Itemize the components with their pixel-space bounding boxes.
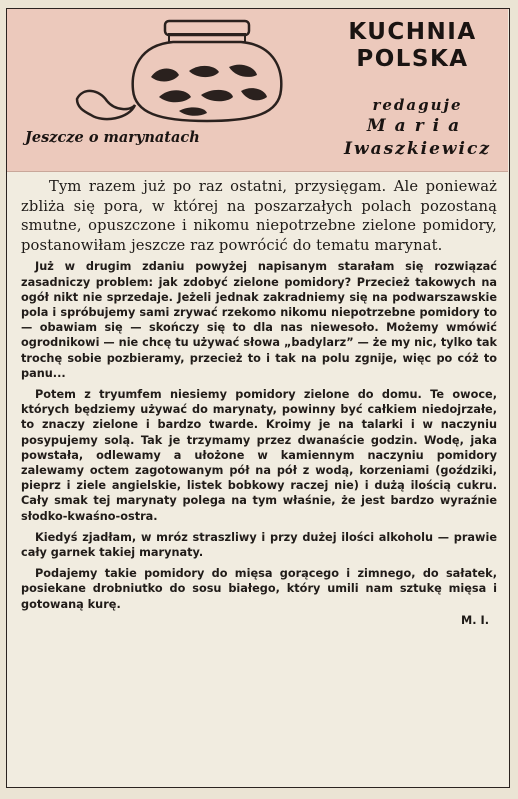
article-paragraph: Już w drugim zdaniu powyżej napisanym starałam się rozwiązać zasadniczy problem: jak zdobyć zielone pomidory? Przecież takowych na ogół nikt nie sprzedaje. Jeżeli jednak zakradniemy się na podwarszawskie pola i spróbujemy sami zrywać rzekomo nikomu niepotrzebne pomidory to — obawiam się — skończy się to dla nas niewesoło. Możemy wmówić ogrodnikowi — nie chcę tu używać słowa „badylarz” — że my nic, tylko tak trochę sobie pozbieramy, przecież to i tak na polu zgnije, więc po cóż to panu... [21, 260, 497, 380]
byline-last-name: Iwaszkiewicz [344, 139, 491, 159]
column-title-line1: KUCHNIA [348, 19, 477, 45]
article-paragraph: Potem z tryumfem niesiemy pomidory zielone do domu. Te owoce, których będziemy używać do marynaty, powinny być całkiem niedojrzałe, to znaczy zielone i bardzo twarde. Kroimy je na talarki i w naczyniu posypujemy solą. Tak je trzymamy przez dwanaście godzin. Wodę, jaka powstała, odlewamy a ułożone w kamiennym naczyniu pomidory zalewamy octem zagotowanym pół na pół z wodą, korzeniami (goździki, pieprz i ziele angielskie, listek bobkowy raczej nie) i dużą ilością cukru. Cały smak tej marynaty polega na tym właśnie, że jest bardzo wyraźnie słodko-kwaśno-ostra. [21, 388, 497, 523]
byline-first-name: Maria [366, 116, 469, 136]
article-paragraph: Podajemy takie pomidory do mięsa gorącego i zimnego, do sałatek, posiekane drobniutko do sosu białego, który umili nam sztukę mięsa i gotowaną kurę. [21, 567, 497, 611]
article-paragraph: Kiedyś zjadłam, w mróz straszliwy i przy dużej ilości alkoholu — prawie cały garnek takiej marynaty. [21, 530, 497, 560]
author-signature: M. I. [461, 613, 489, 627]
article-paragraphs [21, 259, 497, 611]
column-title-line2: POLSKA [356, 46, 469, 72]
column-title [325, 19, 500, 73]
pickle-jar-icon [69, 15, 289, 125]
article-body [21, 177, 497, 627]
byline-edited-by: redaguje [372, 96, 463, 114]
article-subtitle: Jeszcze o marynatach [25, 129, 200, 146]
article-frame [6, 8, 510, 788]
article-header [7, 9, 508, 172]
byline [325, 95, 510, 161]
article-lead: Tym razem już po raz ostatni, przysięgam. Ale ponieważ zbliża się pora, w której na poszarzałych polach pozostaną smutne, opuszczone i nikomu niepotrzebne zielone pomidory, postanowiłam jeszcze raz powrócić do tematu marynat. [21, 178, 497, 254]
